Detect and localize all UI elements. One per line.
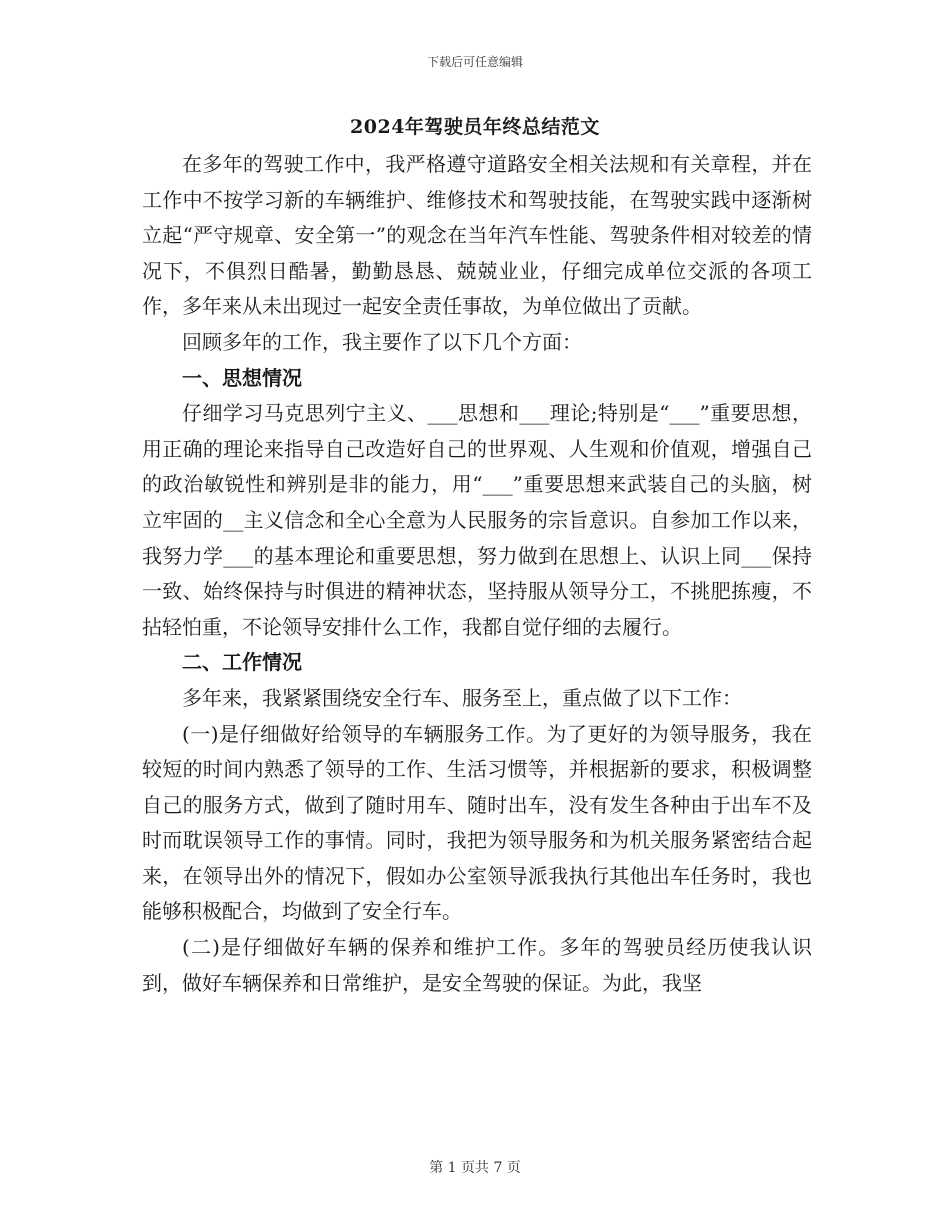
paragraph-thought: 仔细学习马克思列宁主义、___思想和___理论;特别是“___”重要思想，用正确的理论来指导自己改造好自己的世界观、人生观和价值观，增强自己的政治敏锐性和辨别是非的能力，用“___”重要思想来武装自己的头脑，树立牢固的__主义信念和全心全意为人民服务的宗旨意识。自参加工作以来，我努力学___的基本理论和重要思想，努力做到在思想上、认识上同___保持一致、始终保持与时俱进的精神状态，坚持服从领导分工，不挑肥拣瘦，不拈轻怕重，不论领导安排什么工作，我都自觉仔细的去履行。	[142, 401, 812, 639]
paragraph-review: 回顾多年的工作，我主要作了以下几个方面：	[182, 329, 582, 354]
section-heading-thought: 一、思想情况	[182, 365, 302, 390]
document-title: 2024年驾驶员年终总结范文	[350, 116, 600, 138]
paragraph-item-1: (一)是仔细做好给领导的车辆服务工作。为了更好的为领导服务，我在较短的时间内熟悉了领导的工作、生活习惯等，并根据新的要求，积极调整自己的服务方式，做到了随时用车、随时出车，没有发生各种由于出车不及时而耽误领导工作的事情。同时，我把为领导服务和为机关服务紧密结合起来，在领导出外的情况下，假如办公室领导派我执行其他出车任务时，我也能够积极配合，均做到了安全行车。	[142, 721, 812, 924]
paragraph-work-intro: 多年来，我紧紧围绕安全行车、服务至上，重点做了以下工作：	[182, 685, 742, 710]
page-footer: 第 1 页共 7 页	[429, 1160, 521, 1176]
header-note: 下载后可任意编辑	[426, 55, 523, 69]
paragraph-intro: 在多年的驾驶工作中，我严格遵守道路安全相关法规和有关章程，并在工作中不按学习新的车辆维护、维修技术和驾驶技能，在驾驶实践中逐渐树立起“严守规章、安全第一”的观念在当年汽车性能、驾驶条件相对较差的情况下，不俱烈日酷暑，勤勤恳恳、兢兢业业，仔细完成单位交派的各项工作，多年来从未出现过一起安全责任事故，为单位做出了贡献。	[142, 152, 812, 319]
document-body	[142, 147, 812, 1001]
section-heading-work: 二、工作情况	[182, 650, 302, 675]
paragraph-item-2: (二)是仔细做好车辆的保养和维护工作。多年的驾驶员经历使我认识到，做好车辆保养和日常维护，是安全驾驶的保证。为此，我坚	[142, 935, 812, 995]
